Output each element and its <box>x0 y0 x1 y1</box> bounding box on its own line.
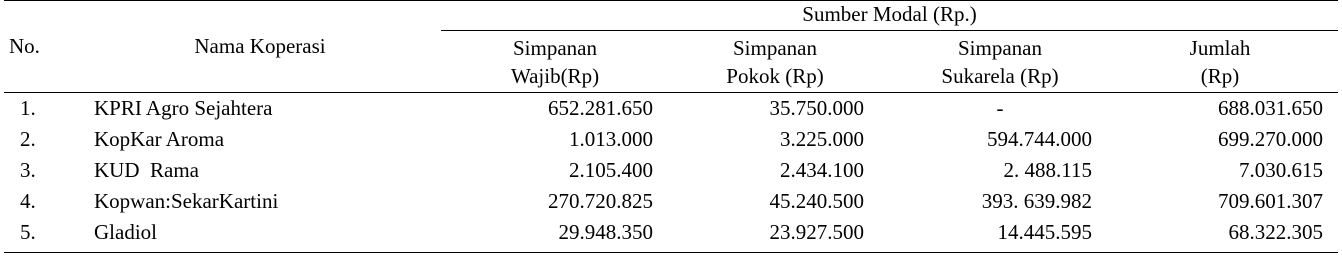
group-header-rule <box>441 30 1338 31</box>
row-jumlah: 688.031.650 <box>1218 96 1323 120</box>
row-name: KopKar Aroma <box>94 127 225 151</box>
row-wajib: 1.013.000 <box>569 127 653 151</box>
row-no: 1. <box>20 96 36 120</box>
row-sukarela: 393. 639.982 <box>981 189 1092 213</box>
row-jumlah: 699.270.000 <box>1218 127 1323 151</box>
group-header: Sumber Modal (Rp.) <box>802 2 977 26</box>
row-pokok: 35.750.000 <box>769 96 864 120</box>
col-jumlah-header-line1: Jumlah <box>1189 36 1251 60</box>
col-pokok-header-line1: Simpanan <box>733 36 817 60</box>
top-rule <box>4 0 1338 1</box>
col-wajib-header-line2: Wajib(Rp) <box>510 64 600 88</box>
row-pokok: 3.225.000 <box>780 127 864 151</box>
row-no: 5. <box>20 220 36 244</box>
row-sukarela: - <box>996 96 1004 120</box>
row-sukarela: 594.744.000 <box>987 127 1092 151</box>
row-jumlah: 68.322.305 <box>1228 220 1323 244</box>
bottom-rule <box>4 252 1338 253</box>
row-pokok: 45.240.500 <box>769 189 864 213</box>
row-no: 3. <box>20 158 36 182</box>
row-wajib: 270.720.825 <box>548 189 653 213</box>
col-sukarela-header-line2: Sukarela (Rp) <box>941 64 1059 88</box>
col-wajib-header-line1: Simpanan <box>513 36 597 60</box>
row-no: 4. <box>20 189 36 213</box>
row-name: Gladiol <box>94 220 157 244</box>
col-jumlah-header-line2: (Rp) <box>1200 64 1240 88</box>
row-pokok: 2.434.100 <box>780 158 864 182</box>
col-no-header: No. <box>9 34 40 58</box>
row-jumlah: 709.601.307 <box>1218 189 1323 213</box>
col-pokok-header-line2: Pokok (Rp) <box>726 64 824 88</box>
row-no: 2. <box>20 127 36 151</box>
header-bottom-rule <box>4 92 1338 93</box>
row-wajib: 29.948.350 <box>558 220 653 244</box>
row-name: KUD Rama <box>94 158 199 182</box>
col-sukarela-header-line1: Simpanan <box>958 36 1042 60</box>
row-name: KPRI Agro Sejahtera <box>94 96 273 120</box>
row-sukarela: 2. 488.115 <box>1003 158 1092 182</box>
row-jumlah: 7.030.615 <box>1239 158 1323 182</box>
col-name-header: Nama Koperasi <box>194 34 326 58</box>
row-name: Kopwan:SekarKartini <box>94 189 279 213</box>
row-wajib: 2.105.400 <box>569 158 653 182</box>
row-wajib: 652.281.650 <box>548 96 653 120</box>
row-pokok: 23.927.500 <box>769 220 864 244</box>
row-sukarela: 14.445.595 <box>997 220 1092 244</box>
